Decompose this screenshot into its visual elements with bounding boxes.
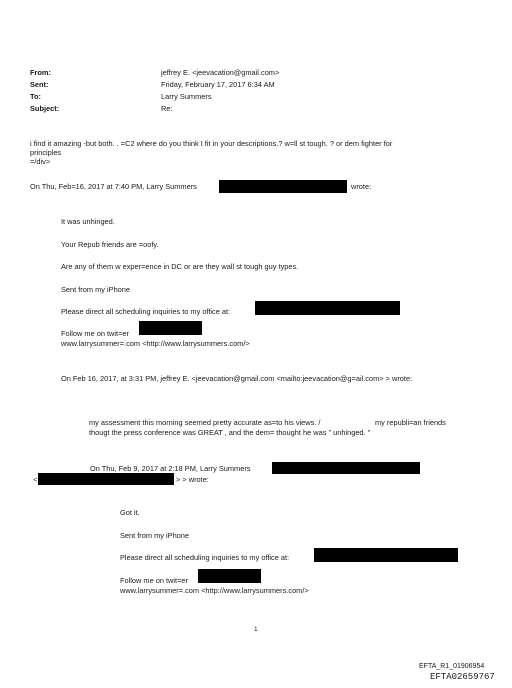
redaction-block	[255, 301, 400, 315]
subject-value: Re:	[161, 104, 173, 113]
quote1-text-1: It was unhinged.	[61, 217, 115, 226]
quote1-header: On Thu, Feb=16, 2017 at 7:40 PM, Larry Summers	[30, 182, 197, 191]
redaction-block	[219, 180, 347, 193]
quote1-text-5: Please direct all scheduling inquiries to my office at:	[61, 307, 231, 316]
body-line-1: i find it amazing -but both. . =C2 where do you think I fit in your descriptions.? w=ll st tough. ? or dem fighter for	[30, 139, 393, 148]
from-value: jeffrey E. <jeevacation@gmail.com>	[161, 68, 280, 77]
quote1-text-2: Your Repub friends are =oofy.	[61, 240, 159, 249]
to-label: To:	[30, 92, 41, 101]
quote3-text-4: Follow me on twit=er	[120, 576, 188, 585]
redaction-block	[38, 473, 174, 485]
quote3-header-wrote: > > wrote:	[176, 475, 209, 484]
redaction-block	[139, 321, 202, 335]
bates-number-2: EFTA02659767	[430, 672, 495, 682]
quote1-text-6: Follow me on twit=er	[61, 329, 129, 338]
to-value: Larry Summers	[161, 92, 212, 101]
from-label: From:	[30, 68, 51, 77]
quote3-header: On Thu, Feb 9, 2017 at 2:18 PM, Larry Summers	[90, 464, 251, 473]
redaction-block	[272, 462, 420, 474]
redaction-block	[314, 548, 458, 562]
body-line-2: principles	[30, 148, 62, 157]
quote2-header: On Feb 16, 2017, at 3:31 PM, jeffrey E. <jeevacation@gmail.com <mailto:jeevacation@g=ail.com> > wrote:	[61, 374, 413, 383]
quote3-text-2: Sent from my iPhone	[120, 531, 190, 540]
quote3-text-1: Got it.	[120, 508, 140, 517]
redaction-block	[198, 569, 261, 583]
quote1-text-3: Are any of them w exper=ence in DC or are they wall st tough guy types.	[61, 262, 299, 271]
quote3-text-5: www.larrysummer=.com <http://www.larrysummers.com/>	[120, 586, 309, 595]
quote1-text-4: Sent from my iPhone	[61, 285, 131, 294]
bates-number-1: EFTA_R1_01906954	[419, 663, 485, 670]
quote3-lt: <	[33, 475, 38, 484]
sent-value: Friday, February 17, 2017 6:34 AM	[161, 80, 275, 89]
quote3-text-3: Please direct all scheduling inquiries to my office at:	[120, 553, 290, 562]
sent-label: Sent:	[30, 80, 49, 89]
body-line-3: =/div>	[30, 157, 51, 166]
quote1-text-7: www.larrysummer=.com <http://www.larrysummers.com/>	[61, 339, 250, 348]
subject-label: Subject:	[30, 104, 60, 113]
quote2-text-2: thougt the press conference was GREAT , and the dem= thought he was " unhinged. "	[89, 428, 371, 437]
quote1-header-wrote: wrote:	[351, 182, 372, 191]
quote2-text-1a: my assessment this morning seemed pretty accurate as=to his views. /	[89, 418, 321, 427]
quote2-text-1b: my republi=an friends	[375, 418, 446, 427]
page-number: 1	[254, 626, 258, 633]
